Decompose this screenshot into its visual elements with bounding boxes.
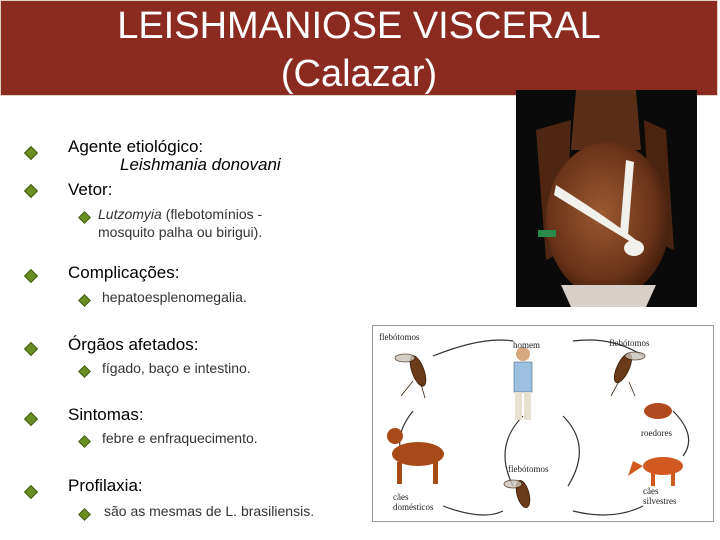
bullet-diamond-icon [24,412,38,426]
sintomas-label: Sintomas: [68,405,144,424]
bullet-diamond-icon [24,269,38,283]
label-flebotomos-left: flebótomos [379,332,420,342]
label-homem: homem [513,340,540,350]
sub-bullet-diamond-icon [78,435,91,448]
fox-icon [628,457,683,486]
transmission-cycle-diagram [372,325,714,522]
mosquito-icon [504,479,532,509]
bullet-diamond-icon [24,146,38,160]
cycle-arrow [563,416,579,486]
bullet-diamond-icon [24,342,38,356]
label-flebotomos-bottom: flebótomos [508,464,549,474]
complicacoes-label: Complicações: [68,263,180,282]
sub-bullet-diamond-icon [78,294,91,307]
sintomas-item: febre e enfraquecimento. [102,430,258,446]
orgaos-item: fígado, baço e intestino. [102,360,251,376]
bullet-diamond-icon [24,184,38,198]
sub-bullet-diamond-icon [78,508,91,521]
patient-photo [516,90,697,307]
vetor-desc-line1 [98,206,262,222]
vetor-genus: Lutzomyia [98,206,162,222]
dog-icon [387,428,444,484]
label-roedores: roedores [641,428,672,438]
profilaxia-label: Profilaxia: [68,476,143,495]
cycle-arrow [433,340,513,356]
vetor-label: Vetor: [68,180,113,199]
vetor-desc-a: (flebotomínios - [161,206,263,222]
profilaxia-item: são as mesmas de L. brasiliensis. [104,503,315,519]
cycle-arrow [573,506,643,515]
sub-bullet-diamond-icon [78,211,91,224]
slide-subtitle: (Calazar) [280,53,438,95]
cycle-arrow [443,506,503,515]
agente-value: Leishmania donovani [120,155,281,174]
vetor-desc-line2: mosquito palha ou birigui). [98,224,263,240]
sub-bullet-diamond-icon [78,365,91,378]
bullet-diamond-icon [24,485,38,499]
man-icon [514,347,532,420]
mosquito-icon [395,354,429,398]
label-caes-silvestres: cães silvestres [643,486,677,506]
agente-label: Agente etiológico: [68,137,204,156]
cycle-arrow [505,416,523,486]
orgaos-label: Órgãos afetados: [68,335,199,354]
rodent-icon [644,403,672,419]
patient-photo-illustration [516,90,697,307]
slide-title: LEISHMANIOSE VISCERAL [117,5,601,47]
mosquito-icon [611,351,645,396]
cycle-arrow [673,411,689,456]
label-caes-domesticos: cães domésticos [393,492,434,512]
label-flebotomos-right: flebótomos [609,338,650,348]
slide-title-box [0,0,718,96]
complicacoes-item: hepatoesplenomegalia. [102,289,247,305]
